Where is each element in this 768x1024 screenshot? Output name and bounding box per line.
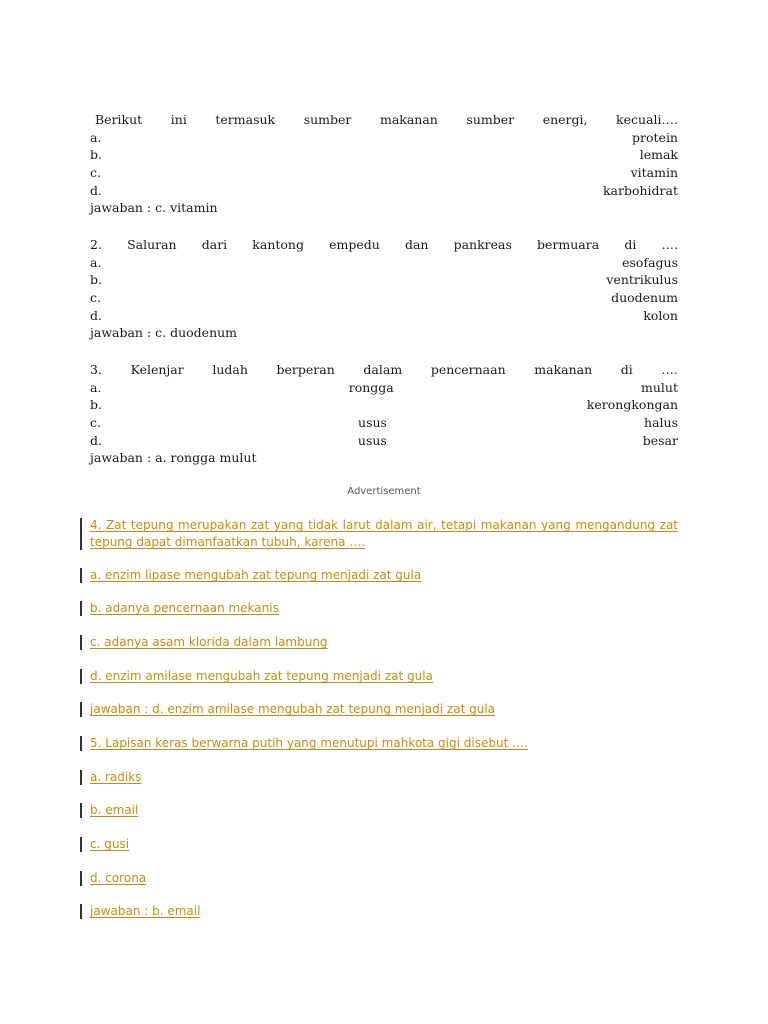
question-2-option-d: d. kolon — [90, 307, 678, 323]
quote-bar — [80, 871, 82, 886]
quote-bar — [80, 904, 82, 919]
question-1-option-a: a. protein — [90, 129, 678, 145]
question-1-stem: Berikut ini termasuk sumber makanan sumber energi, kecuali…. — [95, 112, 678, 127]
quote-bar — [80, 770, 82, 785]
question-5-option-d[interactable] — [80, 870, 678, 887]
question-3-option-a: a. rongga mulut — [90, 379, 678, 395]
question-2-option-b: b. ventrikulus — [90, 272, 678, 288]
quote-bar — [80, 635, 82, 650]
question-5-stem-link[interactable]: 5. Lapisan keras berwarna putih yang menutupi mahkota gigi disebut …. — [90, 736, 528, 750]
quote-bar — [80, 601, 82, 616]
quote-bar — [80, 518, 82, 550]
question-2 — [90, 236, 678, 342]
question-4-option-b-link[interactable]: b. adanya pencernaan mekanis — [90, 601, 279, 615]
question-1-answer: jawaban : c. vitamin — [90, 200, 218, 216]
question-5-option-b-link[interactable]: b. email — [90, 803, 139, 817]
quote-bar — [80, 837, 82, 852]
question-4-option-d[interactable] — [80, 668, 678, 685]
question-4-stem[interactable] — [80, 517, 678, 551]
question-2-option-c: c. duodenum — [90, 290, 678, 306]
question-1-option-d: d. karbohidrat — [90, 182, 678, 198]
quote-bar — [80, 702, 82, 717]
question-4-option-a[interactable] — [80, 567, 678, 584]
question-1-option-c: c. vitamin — [90, 165, 678, 181]
question-5-option-d-link[interactable]: d. corona — [90, 871, 147, 885]
question-3-stem: 3. Kelenjar ludah berperan dalam pencernaan makanan di …. — [90, 362, 678, 377]
question-3-option-c: c. usus halus — [90, 415, 678, 431]
question-4-answer-link[interactable]: jawaban : d. enzim amilase mengubah zat tepung menjadi zat gula — [90, 702, 496, 716]
question-2-option-a: a. esofagus — [90, 254, 678, 270]
advertisement-label: Advertisement — [347, 486, 421, 497]
question-4-option-d-link[interactable]: d. enzim amilase mengubah zat tepung menjadi zat gula — [90, 669, 433, 683]
question-4-answer[interactable] — [80, 701, 678, 718]
question-1 — [90, 111, 678, 217]
question-4-option-c-link[interactable]: c. adanya asam klorida dalam lambung — [90, 635, 328, 649]
question-2-stem: 2. Saluran dari kantong empedu dan pankreas bermuara di …. — [90, 237, 678, 252]
question-3-option-b: b. kerongkongan — [90, 397, 678, 413]
question-3-option-d: d. usus besar — [90, 432, 678, 448]
quote-bar — [80, 803, 82, 818]
question-4-option-c[interactable] — [80, 634, 678, 651]
question-5-option-a-link[interactable]: a. radiks — [90, 770, 142, 784]
question-2-answer: jawaban : c. duodenum — [90, 325, 238, 341]
question-5-option-c[interactable] — [80, 836, 678, 853]
question-5-answer-link[interactable]: jawaban : b. email — [90, 904, 201, 918]
question-4-stem-link[interactable]: 4. Zat tepung merupakan zat yang tidak larut dalam air, tetapi makanan yang mengandung zat tepung dapat dimanfaatkan tubuh, karena …. — [90, 518, 678, 549]
question-5-option-b[interactable] — [80, 802, 678, 819]
question-5-answer[interactable] — [80, 903, 678, 920]
question-4-option-b[interactable] — [80, 600, 678, 617]
question-5-option-c-link[interactable]: c. gusi — [90, 837, 130, 851]
question-3-answer: jawaban : a. rongga mulut — [90, 450, 257, 466]
quote-bar — [80, 669, 82, 684]
question-1-option-b: b. lemak — [90, 147, 678, 163]
question-4-option-a-link[interactable]: a. enzim lipase mengubah zat tepung menjadi zat gula — [90, 568, 422, 582]
question-5-stem[interactable] — [80, 735, 678, 752]
quote-bar — [80, 736, 82, 751]
question-3 — [90, 361, 678, 467]
question-5-option-a[interactable] — [80, 769, 678, 786]
quote-bar — [80, 568, 82, 583]
